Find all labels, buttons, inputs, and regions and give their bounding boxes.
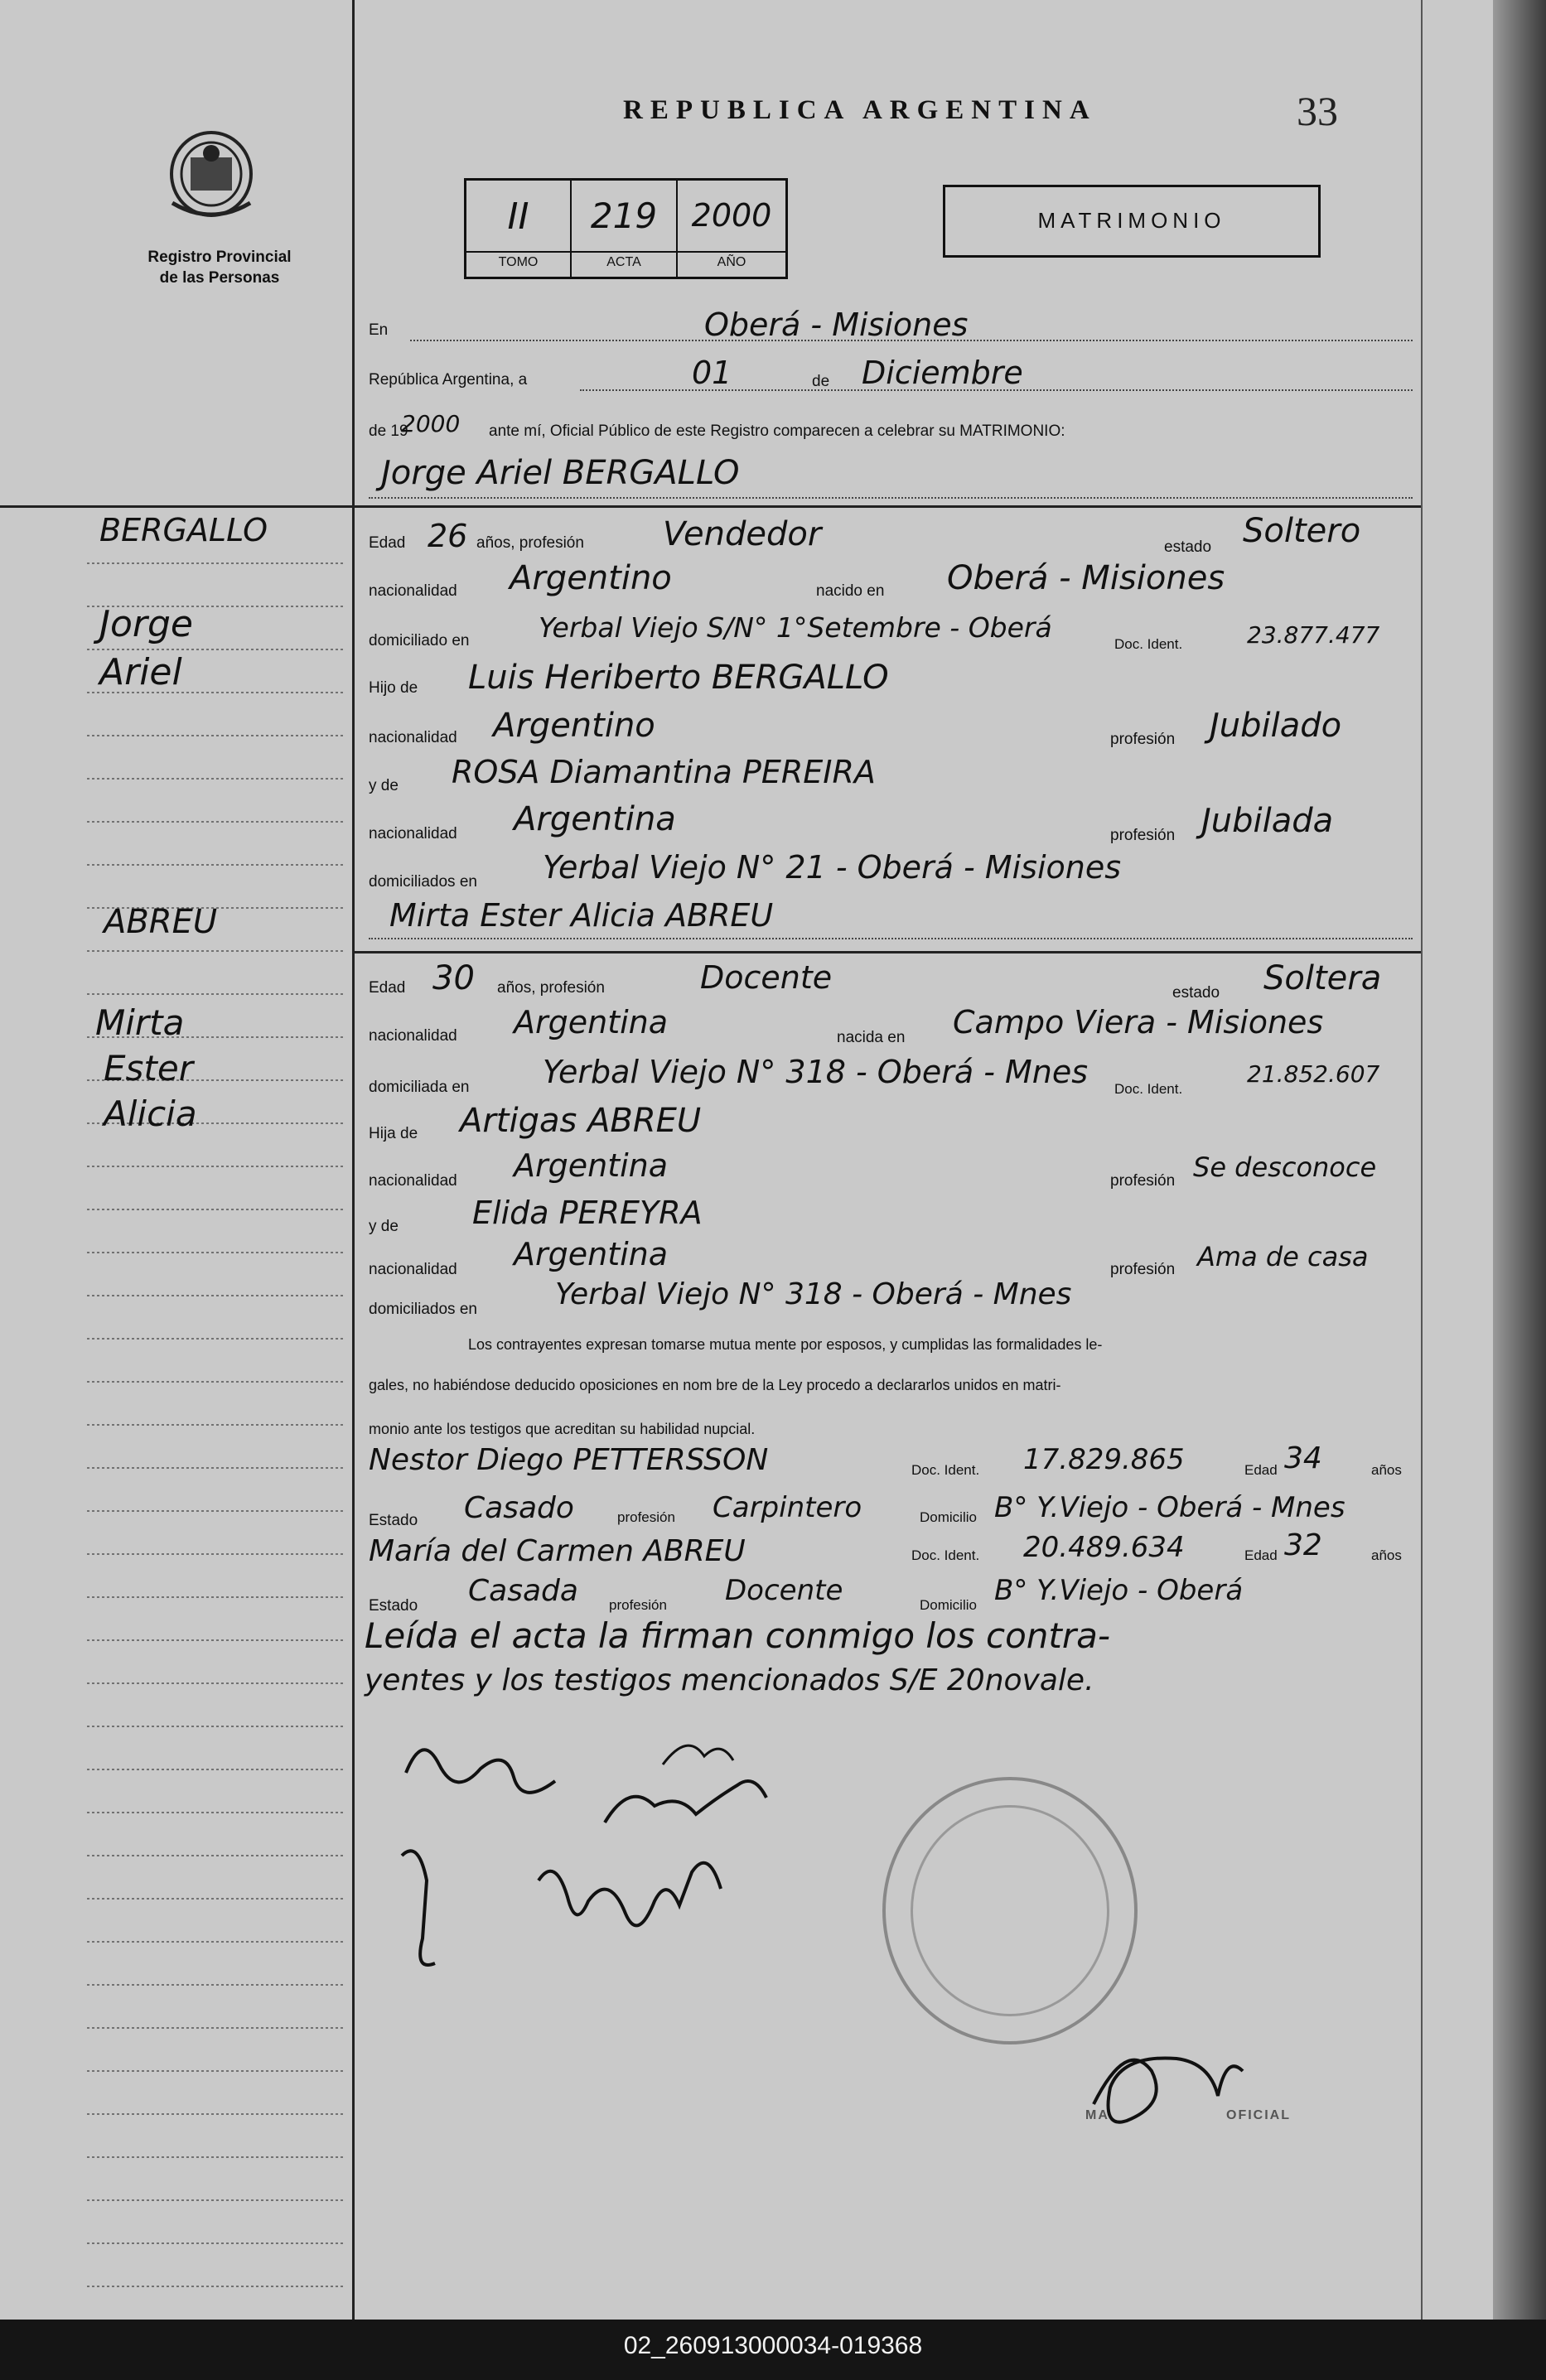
groom-section-rule [0,505,1421,508]
closing-line-1: Leída el acta la firman conmigo los contra- [365,1615,1111,1656]
margin-ruled-lines [0,0,348,2320]
witness2-status: Casada [468,1574,578,1608]
bride-father-profession: Se desconoce [1193,1151,1377,1183]
margin-bride-given-2: Ester [104,1048,193,1089]
declaration-line-2: gales, no habiéndose deducido oposiciones en nom bre de la Ley procedo a declararlos unidos en matri- [369,1377,1061,1393]
bride-doc-id: 21.852.607 [1247,1060,1380,1088]
groom-mother-profession: Jubilada [1201,802,1334,840]
label-de-year: de 19 [369,422,408,440]
label-en: En [369,321,389,339]
groom-father: Luis Heriberto BERGALLO [468,659,889,697]
witness2-doc-id: 20.489.634 [1023,1531,1185,1564]
registry-name-line2: de las Personas [159,269,280,287]
label-doc-ident: Doc. Ident. [1114,1081,1183,1097]
label-estado: estado [1172,984,1220,1002]
registry-name-line1: Registro Provincial [147,249,292,266]
bride-nationality: Argentina [514,1004,669,1040]
label-domicilio: Domicilio [920,1509,977,1525]
tomo-value: II [507,196,529,238]
label-anos-profesion: años, profesión [476,534,584,552]
label-republica: República Argentina, a [369,371,528,389]
label-anos: años [1371,1462,1402,1478]
declaration-line-3: monio ante los testigos que acreditan su habilidad nupcial. [369,1421,756,1437]
label-estado: Estado [369,1597,418,1615]
label-domicilio: Domicilio [920,1597,977,1613]
groom-full-name: Jorge Ariel BERGALLO [381,454,740,492]
stamp-line-1: MA [1085,2108,1109,2122]
witness2-age: 32 [1284,1528,1322,1562]
bride-mother: Elida PEREYRA [472,1195,703,1231]
document-type-box [943,185,1321,258]
bride-profession: Docente [700,959,833,996]
groom-parents-address: Yerbal Viejo N° 21 - Oberá - Misiones [543,849,1122,886]
bride-father-nationality: Argentina [514,1147,669,1184]
label-y-de: y de [369,777,399,794]
official-signature [1077,2021,1350,2146]
label-anos: años [1371,1547,1402,1563]
witness1-name: Nestor Diego PETTERSSON [369,1443,769,1477]
margin-bride-given-1: Mirta [95,1002,185,1043]
label-anos-profesion: años, profesión [497,979,605,997]
label-edad: Edad [1244,1462,1278,1478]
label-de-month: de [812,373,830,390]
label-edad: Edad [1244,1547,1278,1563]
witness2-profession: Docente [725,1574,843,1607]
marriage-year: 2000 [401,410,461,437]
marriage-day: 01 [692,355,732,391]
label-profesion: profesión [1110,827,1176,844]
scan-caption: 02_260913000034-019368 [623,2332,923,2359]
label-doc-ident: Doc. Ident. [911,1547,980,1563]
margin-bride-surname: ABREU [104,903,218,941]
bride-mother-profession: Ama de casa [1197,1241,1369,1272]
marriage-city: Oberá - Misiones [704,307,969,343]
label-domiciliados-en: domiciliados en [369,1301,477,1318]
label-estado: Estado [369,1512,418,1529]
label-ante-mi: ante mí, Oficial Público de este Registro comparecen a celebrar su MATRIMONIO: [489,422,1065,440]
label-estado: estado [1164,538,1212,556]
page-edge-shadow [1493,0,1546,2380]
bride-father: Artigas ABREU [460,1102,702,1140]
label-nacionalidad: nacionalidad [369,1261,457,1278]
tomo-label: TOMO [498,255,539,269]
witness1-profession: Carpintero [713,1491,862,1524]
label-hijo-de: Hijo de [369,679,418,697]
country-title: REPUBLICA ARGENTINA [623,95,1097,125]
label-profesion: profesión [617,1509,675,1525]
document-type: MATRIMONIO [1037,208,1226,233]
groom-address: Yerbal Viejo S/N° 1°Setembre - Oberá [539,611,1052,644]
groom-nationality: Argentino [510,559,672,597]
groom-mother-nationality: Argentina [514,800,676,838]
groom-profession: Vendedor [663,515,822,553]
groom-status: Soltero [1243,512,1361,550]
label-profesion: profesión [1110,1261,1176,1278]
witness1-status: Casado [464,1491,574,1525]
closing-line-2: yentes y los testigos mencionados S/E 20novale. [365,1663,1094,1697]
bride-address: Yerbal Viejo N° 318 - Oberá - Mnes [543,1054,1089,1090]
label-nacionalidad: nacionalidad [369,1172,457,1190]
groom-age: 26 [428,518,468,554]
declaration-line-1: Los contrayentes expresan tomarse mutua mente por esposos, y cumplidas las formalidades le- [468,1336,1103,1353]
provincial-emblem-icon [166,128,257,220]
page-number: 33 [1297,88,1338,134]
label-domiciliada-en: domiciliada en [369,1079,470,1096]
official-seal [882,1777,1138,2044]
label-nacionalidad: nacionalidad [369,582,457,600]
witness2-address: B° Y.Viejo - Oberá [994,1574,1244,1607]
acta-label: ACTA [606,255,641,269]
line [369,938,1413,939]
bride-mother-nationality: Argentina [514,1236,669,1272]
label-nacionalidad: nacionalidad [369,729,457,746]
ano-label: AÑO [717,255,746,269]
groom-doc-id: 23.877.477 [1247,621,1380,649]
label-hija-de: Hija de [369,1125,418,1142]
label-nacido-en: nacido en [816,582,885,600]
witness1-address: B° Y.Viejo - Oberá - Mnes [994,1491,1346,1524]
label-doc-ident: Doc. Ident. [1114,636,1183,652]
label-nacionalidad: nacionalidad [369,1027,457,1045]
groom-father-profession: Jubilado [1210,707,1342,745]
label-nacida-en: nacida en [837,1029,906,1046]
groom-birthplace: Oberá - Misiones [947,559,1225,597]
bride-birthplace: Campo Viera - Misiones [953,1004,1324,1040]
groom-mother: ROSA Diamantina PEREIRA [452,754,876,790]
witness1-age: 34 [1284,1441,1322,1475]
groom-father-nationality: Argentino [493,707,655,745]
label-domiciliados-en: domiciliados en [369,873,477,891]
stamp-line-2: OFICIAL [1226,2108,1291,2122]
label-y-de: y de [369,1218,399,1235]
margin-bride-given-3: Alicia [104,1093,197,1134]
margin-groom-given-1: Jorge [99,603,193,645]
acta-value: 219 [590,196,658,236]
label-edad: Edad [369,979,406,997]
witness1-doc-id: 17.829.865 [1023,1443,1185,1476]
margin-divider [352,0,355,2320]
label-profesion: profesión [609,1597,667,1613]
ano-value: 2000 [691,197,772,234]
record-box [464,178,788,279]
bride-age: 30 [432,959,475,997]
line [369,497,1413,499]
label-doc-ident: Doc. Ident. [911,1462,980,1478]
label-profesion: profesión [1110,731,1176,748]
bride-full-name: Mirta Ester Alicia ABREU [389,897,774,934]
label-edad: Edad [369,534,406,552]
bride-status: Soltera [1263,959,1382,997]
signatures [389,1723,853,2005]
label-profesion: profesión [1110,1172,1176,1190]
right-border [1421,0,1423,2320]
bride-section-rule [352,951,1421,953]
bride-parents-address: Yerbal Viejo N° 318 - Oberá - Mnes [555,1277,1072,1311]
label-domiciliado-en: domiciliado en [369,632,470,649]
witness2-name: María del Carmen ABREU [369,1534,746,1568]
marriage-month: Diciembre [862,355,1023,391]
margin-groom-given-2: Ariel [99,651,182,693]
margin-groom-surname: BERGALLO [99,512,268,548]
label-nacionalidad: nacionalidad [369,825,457,842]
